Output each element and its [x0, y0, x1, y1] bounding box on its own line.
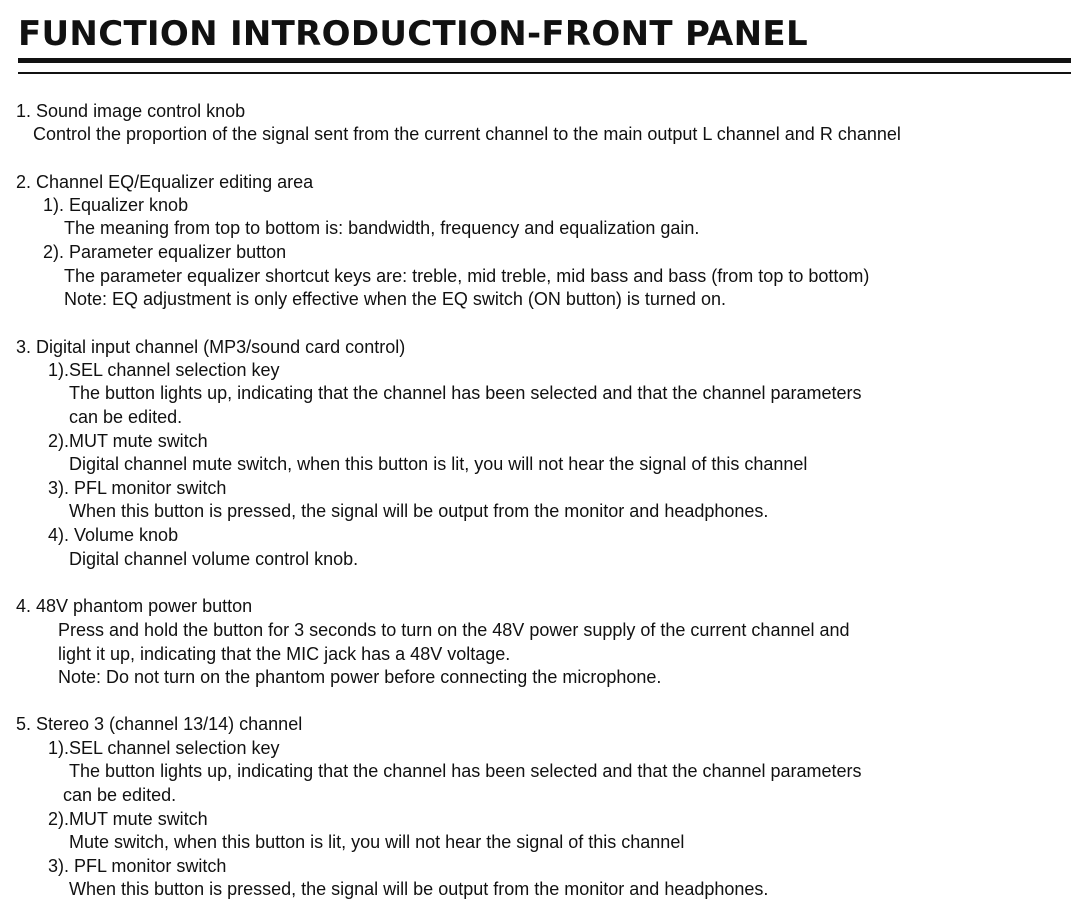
section-5-sub1-text-2: can be edited.	[63, 785, 177, 805]
title-rule-thin	[18, 72, 1071, 74]
section-5-sub1-text-1: The button lights up, indicating that the channel has been selected and that the channel parameters	[69, 761, 862, 781]
section-5-sub3-text: When this button is pressed, the signal will be output from the monitor and headphones.	[69, 879, 769, 899]
section-1-heading: 1. Sound image control knob	[16, 101, 246, 121]
section-2-sub2-note: Note: EQ adjustment is only effective when the EQ switch (ON button) is turned on.	[64, 289, 726, 309]
section-3-sub1-text-1: The button lights up, indicating that the channel has been selected and that the channel parameters	[69, 383, 862, 403]
page-title: FUNCTION INTRODUCTION-FRONT PANEL	[18, 14, 808, 54]
section-4-note: Note: Do not turn on the phantom power before connecting the microphone.	[58, 667, 662, 687]
section-2-sub1-text: The meaning from top to bottom is: bandwidth, frequency and equalization gain.	[64, 218, 700, 238]
section-4-text-1: Press and hold the button for 3 seconds to turn on the 48V power supply of the current channel and	[58, 620, 850, 640]
section-3-heading: 3. Digital input channel (MP3/sound card control)	[16, 337, 406, 357]
section-5-heading: 5. Stereo 3 (channel 13/14) channel	[16, 714, 303, 734]
section-3-sub1-heading: 1).SEL channel selection key	[48, 360, 280, 380]
section-2-heading: 2. Channel EQ/Equalizer editing area	[16, 172, 314, 192]
section-1-text: Control the proportion of the signal sent from the current channel to the main output L channel and R channel	[33, 124, 901, 144]
section-3-sub2-text: Digital channel mute switch, when this button is lit, you will not hear the signal of this channel	[69, 454, 808, 474]
section-3-sub3-heading: 3). PFL monitor switch	[48, 478, 227, 498]
title-rule-thick	[18, 58, 1071, 63]
section-3-sub4-text: Digital channel volume control knob.	[69, 549, 359, 569]
section-2-sub1-heading: 1). Equalizer knob	[43, 195, 189, 215]
section-2-sub2-heading: 2). Parameter equalizer button	[43, 242, 287, 262]
section-5-sub1-heading: 1).SEL channel selection key	[48, 738, 280, 758]
section-5-sub2-text: Mute switch, when this button is lit, you will not hear the signal of this channel	[69, 832, 685, 852]
section-5-sub2-heading: 2).MUT mute switch	[48, 809, 208, 829]
section-4-text-2: light it up, indicating that the MIC jack has a 48V voltage.	[58, 644, 511, 664]
section-4-heading: 4. 48V phantom power button	[16, 596, 253, 616]
section-2-sub2-text: The parameter equalizer shortcut keys are: treble, mid treble, mid bass and bass (from top to bottom)	[64, 266, 870, 286]
section-3-sub2-heading: 2).MUT mute switch	[48, 431, 208, 451]
section-3-sub1-text-2: can be edited.	[69, 407, 183, 427]
section-5-sub3-heading: 3). PFL monitor switch	[48, 856, 227, 876]
section-3-sub4-heading: 4). Volume knob	[48, 525, 179, 545]
section-3-sub3-text: When this button is pressed, the signal will be output from the monitor and headphones.	[69, 501, 769, 521]
